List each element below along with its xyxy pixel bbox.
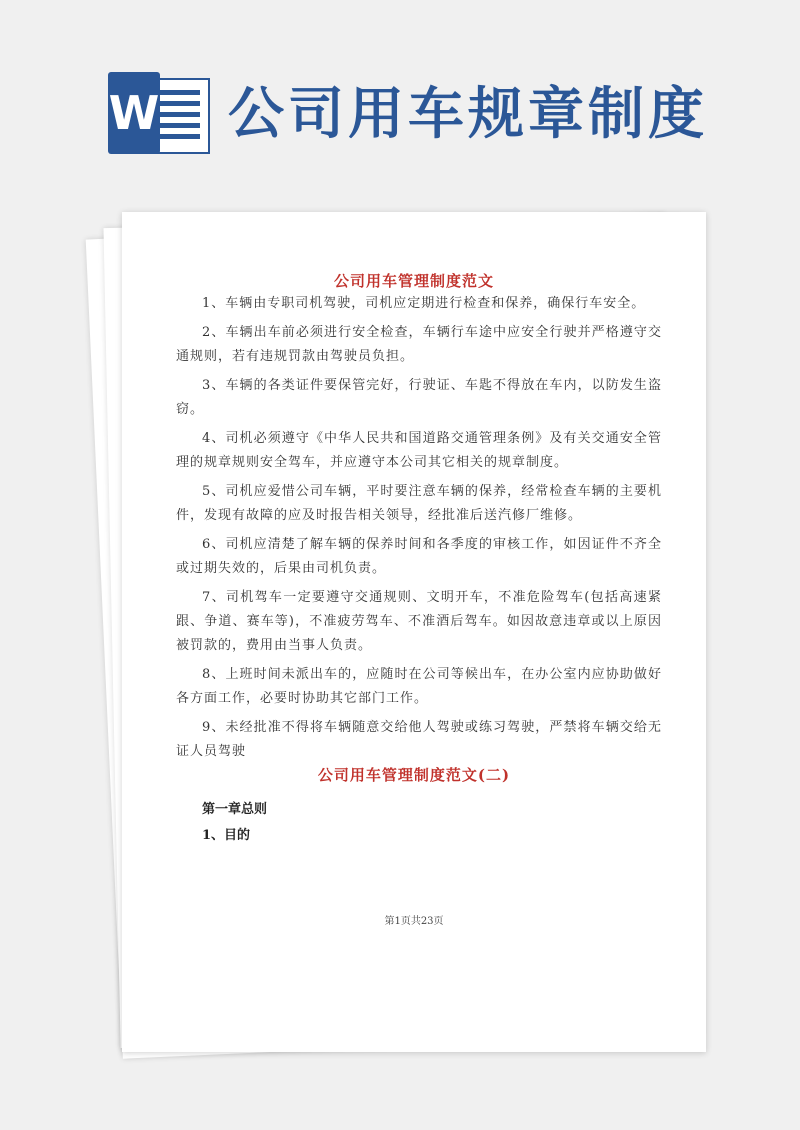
rule-paragraph: 8、上班时间未派出车的，应随时在公司等候出车，在办公室内应协助做好各方面工作，必要时协助其它部门工作。 bbox=[176, 667, 662, 706]
document-page bbox=[122, 212, 706, 1052]
section-heading: 1、目的 bbox=[202, 828, 251, 843]
rule-paragraph: 4、司机必须遵守《中华人民共和国道路交通管理条例》及有关交通安全管理的规章规则安全驾车，并应遵守本公司其它相关的规章制度。 bbox=[176, 431, 662, 470]
rule-paragraph: 3、车辆的各类证件要保管完好，行驶证、车匙不得放在车内，以防发生盗窃。 bbox=[176, 378, 662, 417]
rule-paragraph: 7、司机驾车一定要遵守交通规则、文明开车，不准危险驾车(包括高速紧跟、争道、赛车等)，不准疲劳驾车、不准酒后驾车。如因故意违章或以上原因被罚款的，费用由当事人负责。 bbox=[176, 590, 662, 653]
document-body bbox=[176, 292, 662, 769]
rule-paragraph: 2、车辆出车前必须进行安全检查，车辆行车途中应安全行驶并严格遵守交通规则，若有违规罚款由驾驶员负担。 bbox=[176, 325, 662, 364]
word-logo-letter: W bbox=[108, 72, 160, 154]
rule-paragraph: 1、车辆由专职司机驾驶，司机应定期进行检查和保养，确保行车安全。 bbox=[202, 296, 646, 311]
banner-title: 公司用车规章制度 bbox=[228, 82, 708, 147]
document-heading: 公司用车管理制度范文 bbox=[333, 272, 494, 290]
chapter-heading: 第一章总则 bbox=[202, 802, 268, 817]
rule-paragraph: 6、司机应清楚了解车辆的保养时间和各季度的审核工作，如因证件不齐全或过期失效的，后果由司机负责。 bbox=[176, 537, 662, 576]
page-number: 第1页共23页 bbox=[384, 916, 444, 927]
document-heading-2: 公司用车管理制度范文(二) bbox=[317, 766, 511, 784]
header-banner bbox=[0, 0, 800, 200]
rule-paragraph: 5、司机应爱惜公司车辆，平时要注意车辆的保养，经常检查车辆的主要机件，发现有故障的应及时报告相关领导，经批准后送汽修厂维修。 bbox=[176, 484, 662, 523]
word-icon bbox=[108, 72, 214, 154]
rule-paragraph: 9、未经批准不得将车辆随意交给他人驾驶或练习驾驶，严禁将车辆交给无证人员驾驶 bbox=[176, 720, 662, 759]
